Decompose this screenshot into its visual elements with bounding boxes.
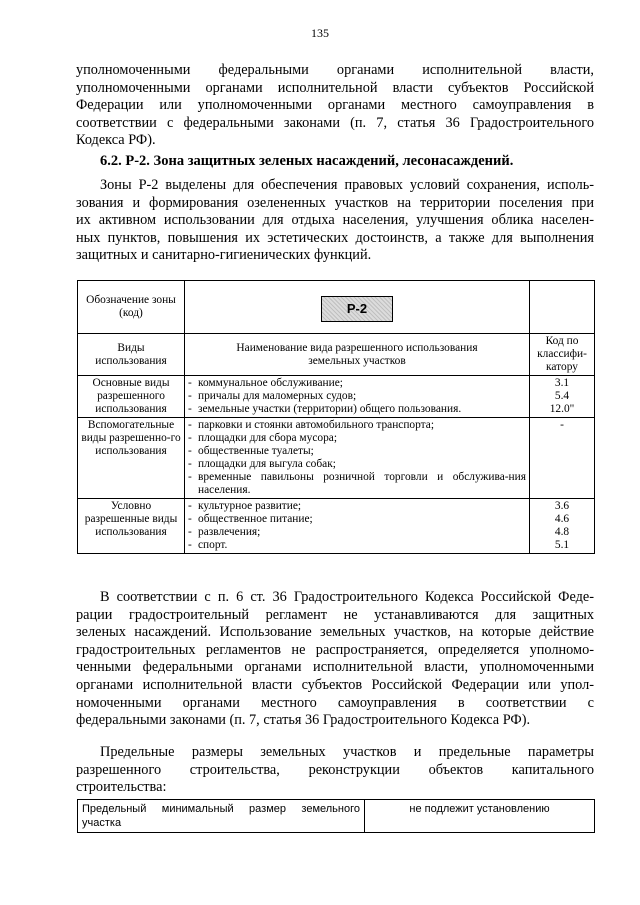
limits-paragraph — [76, 744, 594, 797]
intro-line: уполномоченными федеральными органами исполнительной власти, — [76, 62, 594, 78]
header-name-cell: Наименование вида разрешенного использования земельных участков — [185, 334, 530, 376]
intro-paragraph — [76, 62, 594, 150]
regulation-line: ченными федеральными органами исполнительной власти, уполномоченными — [76, 659, 594, 676]
zone-header-row — [78, 334, 595, 376]
value-cell: не подлежит установлению — [365, 800, 595, 833]
regulation-line: градостроительных регламентов не распространяется, определяется уполномо- — [76, 641, 594, 658]
intro-line: соответствии с федеральными законами (п. 7, статья 36 Градостроительного — [76, 114, 594, 131]
code-value: 3.1 — [554, 377, 570, 389]
code-value: - — [560, 419, 564, 431]
regulation-line: органами исполнительной власти субъектов Российской Федерации или упол- — [76, 676, 594, 693]
regulation-line: рации градостроительный регламент не устанавливаются для защитных — [76, 606, 594, 623]
description-paragraph — [76, 177, 594, 265]
list-item: - земельные участки (территории) общего пользования. — [188, 403, 462, 415]
limits-line: строительства: — [76, 779, 167, 796]
description-line: их активном использовании для отдыха населения, улучшения облика населен- — [76, 212, 594, 229]
regulation-line: федеральными законами (п. 7, статья 36 Градостроительного Кодекса РФ). — [76, 712, 531, 729]
kind-cell: Условно разрешенные виды использования — [78, 499, 185, 554]
list-item: - парковки и стоянки автомобильного транспорта; — [188, 419, 435, 431]
table-row — [78, 800, 595, 833]
list-item: - причалы для маломерных судов; — [188, 390, 357, 402]
zone-code-cell — [185, 281, 530, 334]
limits-line: разрешенного строительства, реконструкции объектов капитального — [76, 761, 594, 778]
description-line: ных пунктов, повышения их эстетических достоинств, а также для выполнения — [76, 229, 594, 246]
zone-table — [77, 280, 595, 554]
zone-label-cell: Обозначение зоны (код) — [78, 281, 185, 334]
intro-line: Федерации или уполномоченными органами местного самоуправления в — [76, 97, 594, 114]
code-value: 5.1 — [554, 539, 570, 551]
header-code-cell: Код по классифи-катору — [530, 334, 595, 376]
zone-code-badge: Р-2 — [321, 296, 393, 322]
list-item: - временные павильоны розничной торговли и обслужива-ния населения. — [188, 471, 526, 496]
zone-code-empty-cell — [530, 281, 595, 334]
description-line: защитных и санитарно-гигиенических функций. — [76, 247, 372, 264]
section-heading: 6.2. Р-2. Зона защитных зеленых насаждений, лесонасаждений. — [100, 153, 514, 169]
table-row-auxiliary-uses — [78, 418, 595, 499]
regulation-paragraph — [76, 589, 594, 730]
regulation-line: В соответствии с п. 6 ст. 36 Градостроительного Кодекса Российской Феде- — [100, 589, 594, 605]
list-item: - площадки для выгула собак; — [188, 458, 336, 470]
list-item: - спорт. — [188, 539, 228, 551]
table-row-conditional-uses — [78, 499, 595, 554]
list-item: - площадки для сбора мусора; — [188, 432, 337, 444]
kind-cell: Основные виды разрешенного использования — [78, 376, 185, 418]
list-item: - развлечения; — [188, 526, 261, 538]
list-item: - общественные туалеты; — [188, 445, 314, 457]
codes-cell — [530, 499, 595, 554]
regulation-line: номоченными органами местного самоуправления в соответствии с — [76, 694, 594, 711]
intro-line: уполномоченными органами исполнительной власти субъектов Российской — [76, 79, 594, 96]
param-cell: Предельный минимальный размер земельного участка — [78, 800, 365, 833]
code-value: 4.8 — [554, 526, 570, 538]
description-line: зования и формирования озелененных участков на территории поселения при — [76, 194, 594, 211]
code-value: 5.4 — [554, 390, 570, 402]
limits-line: Предельные размеры земельных участков и предельные параметры — [100, 744, 594, 760]
codes-cell — [530, 418, 595, 499]
table-row-main-uses — [78, 376, 595, 418]
items-cell — [185, 499, 530, 554]
limits-table — [77, 799, 595, 833]
items-cell — [185, 376, 530, 418]
code-value: 4.6 — [554, 513, 570, 525]
items-cell — [185, 418, 530, 499]
page-number: 135 — [311, 26, 329, 40]
code-value: 3.6 — [554, 500, 570, 512]
description-line: Зоны Р-2 выделены для обеспечения правовых условий сохранения, исполь- — [100, 177, 594, 193]
zone-code-row — [78, 281, 595, 334]
intro-line: Кодекса РФ). — [76, 132, 156, 149]
kind-cell: Вспомогательные виды разрешенно-го использования — [78, 418, 185, 499]
header-kind-cell: Виды использования — [78, 334, 185, 376]
codes-cell — [530, 376, 595, 418]
list-item: - коммунальное обслуживание; — [188, 377, 343, 389]
list-item: - культурное развитие; — [188, 500, 302, 512]
code-value: 12.0" — [549, 403, 575, 415]
regulation-line: зеленых насаждений. Использование земельных участков, на которые действие — [76, 624, 594, 641]
list-item: - общественное питание; — [188, 513, 313, 525]
